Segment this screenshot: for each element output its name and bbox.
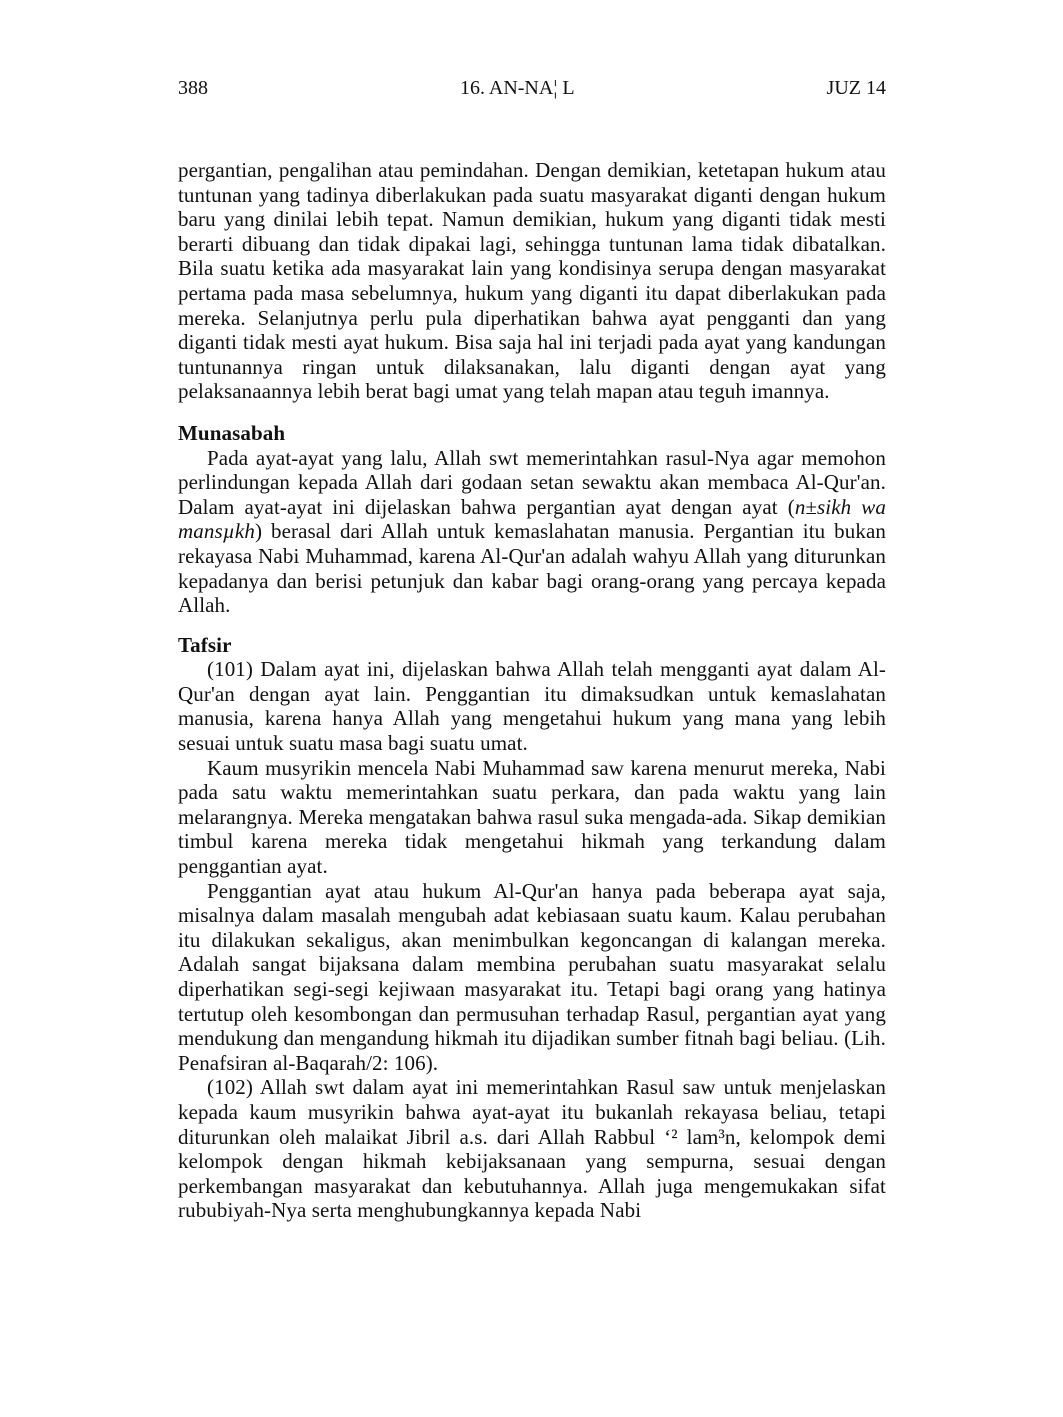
intro-paragraph: pergantian, pengalihan atau pemindahan. Dengan demikian, ketetapan hukum atau tuntunan yang tadinya diberlakukan pada suatu masyarakat diganti dengan hukum baru yang dinilai lebih tepat. Namun demikian, hukum yang diganti tidak mesti berarti dibuang dan tidak dipakai lagi, sehingga tuntunan lama tidak dibatalkan. Bila suatu ketika ada masyarakat lain yang kondisinya serupa dengan masyarakat pertama pada masa sebelumnya, hukum yang diganti itu dapat diberlakukan pada mereka. Selanjutnya perlu pula diperhatikan bahwa ayat pengganti dan yang diganti tidak mesti ayat hukum. Bisa saja hal ini terjadi pada ayat yang kandungan tuntunannya ringan untuk dilaksanakan, lalu diganti dengan ayat yang pelaksanaannya lebih berat bagi umat yang telah mapan atau teguh imannya. [178,158,886,404]
tafsir-paragraph: Kaum musyrikin mencela Nabi Muhammad saw karena menurut mereka, Nabi pada satu waktu memerintahkan suatu perkara, dan pada waktu yang lain melarangnya. Mereka mengatakan bahwa rasul suka mengada-ada. Sikap demikian timbul karena mereka tidak mengetahui hikmah yang terkandung dalam penggantian ayat. [178,755,886,879]
munasabah-paragraph [178,446,886,618]
munasabah-text-before: Pada ayat-ayat yang lalu, Allah swt memerintahkan rasul-Nya agar memohon perlindungan kepada Allah dari godaan setan sewaktu akan membaca Al-Qur'an. Dalam ayat-ayat ini dijelaskan bahwa pergantian ayat dengan ayat ( [178,445,886,519]
tafsir-heading: Tafsir [178,632,232,657]
chapter-title: 16. AN-NA¦ L [459,77,575,99]
munasabah-italic-term: n±sikh wa mansµkh [178,494,886,544]
page-number: 388 [178,77,208,99]
munasabah-text-after: ) berasal dari Allah untuk kemaslahatan manusia. Pergantian itu bukan rekayasa Nabi Muhammad, karena Al-Qur'an adalah wahyu Allah yang diturunkan kepadanya dan berisi petunjuk dan kabar bagi orang-orang yang percaya kepada Allah. [178,519,886,618]
page-body [178,158,886,1223]
document-page [178,76,886,1223]
munasabah-heading: Munasabah [178,420,286,445]
section-spacer [178,618,886,633]
section-spacer [178,404,886,421]
tafsir-paragraph-102: (102) Allah swt dalam ayat ini memerintahkan Rasul saw untuk menjelaskan kepada kaum musyrikin bahwa ayat-ayat itu bukanlah rekayasa beliau, tetapi diturunkan oleh malaikat Jibril a.s. dari Allah Rabbul ‘² lam³n, kelompok demi kelompok dengan hikmah kebijaksanaan yang sempurna, sesuai dengan perkembangan masyarakat dan kebutuhannya. Allah juga mengemukakan sifat rububiyah-Nya serta menghubungkannya kepada Nabi [178,1075,886,1223]
tafsir-paragraph: Penggantian ayat atau hukum Al-Qur'an hanya pada beberapa ayat saja, misalnya dalam masalah mengubah adat kebiasaan suatu kaum. Kalau perubahan itu dilakukan sekaligus, akan menimbulkan kegoncangan di kalangan mereka. Adalah sangat bijaksana dalam membina perubahan suatu masyarakat selalu diperhatikan segi-segi kejiwaan masyarakat itu. Tetapi bagi orang yang hatinya tertutup oleh kesombongan dan permusuhan terhadap Rasul, pergantian ayat yang mendukung dan mengandung hikmah itu dijadikan sumber fitnah bagi beliau. (Lih. Penafsiran al-Baqarah/2: 106). [178,878,886,1075]
tafsir-paragraph-101: (101) Dalam ayat ini, dijelaskan bahwa Allah telah mengganti ayat dalam Al-Qur'an dengan ayat lain. Penggantian itu dimaksudkan untuk kemaslahatan manusia, karena hanya Allah yang mengetahui hukum yang mana yang lebih sesuai untuk suatu masa bagi suatu umat. [178,657,886,756]
running-header [178,76,886,100]
juz-label: JUZ 14 [826,77,886,99]
